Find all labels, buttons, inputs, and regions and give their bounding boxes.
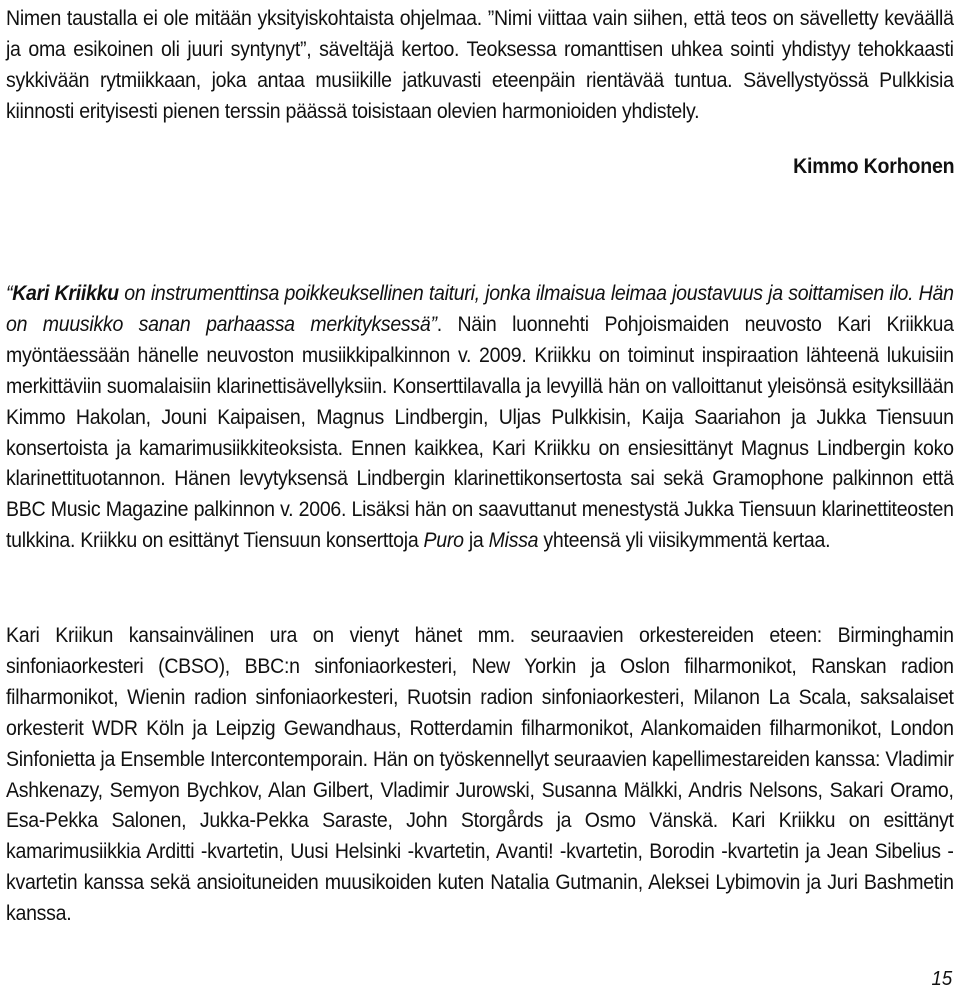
intro-paragraph: Nimen taustalla ei ole mitään yksityiskohtaista ohjelmaa. ”Nimi viittaa vain siihen, että teos on sävelletty keväällä ja oma esikoinen oli juuri syntynyt”, säveltäjä kertoo. Teoksessa romanttisen uhkea sointi yhdistyy tehokkaasti sykkivään rytmiikkaan, joka antaa musiikille jatkuvasti eteenpäin rientävää tuntua. Sävellystyössä Pulkkisia kiinnosti erityisesti pienen terssin päässä toisistaan olevien harmonioiden yhdistely. [6,7,954,123]
quote-open-mark: “ [6,282,13,305]
performer-name: Kari Kriikku [12,282,119,305]
document-page [6,0,954,997]
council-quote: on instrumenttinsa poikkeuksellinen taituri, jonka ilmaisua leimaa joustavuus ja soittamisen ilo. Hän on muusikko sanan parhaassa merkityksessä [6,282,954,336]
author-signature: Kimmo Korhonen [792,155,954,178]
work-title-missa: Missa [488,529,539,553]
career-paragraph: Kari Kriikun kansainvälinen ura on vienyt hänet mm. seuraavien orkestereiden eteen: Birminghamin sinfoniaorkesteri (CBSO), BBC:n sinfoniaorkesteri, New Yorkin ja Oslon filharmonikot, Ranskan radion filharmonikot, Wienin radion sinfoniaorkesteri, Ruotsin radion sinfoniaorkesteri, Milanon La Scala, saksalaiset orkesterit WDR Köln ja Leipzig Gewandhaus, Rotterdamin filharmonikot, Alankomaiden filharmonikot, London Sinfonietta ja Ensemble Intercontemporain. Hän on työskennellyt seuraavien kapellimestareiden kanssa: Vladimir Ashkenazy, Semyon Bychkov, Alan Gilbert, Vladimir Jurowski, Susanna Mälkki, Andris Nelsons, Sakari Oramo, Esa-Pekka Salonen, Jukka-Pekka Saraste, John Storgårds ja Osmo Vänskä. Kari Kriikku on esittänyt kamarimusiikkia Arditti -kvartetin, Uusi Helsinki -kvartetin, Avanti! -kvartetin, Borodin -kvartetin ja Jean Sibelius -kvartetin kanssa sekä ansioituneiden muusikoiden kuten Natalia Gutmanin, Aleksei Lybimovin ja Juri Bashmetin kanssa. [6,624,954,926]
biography-text-1: . Näin luonnehti Pohjoismaiden neuvosto Kari Kriikkua myöntäessään hänelle neuvoston musiikkipalkinnon v. 2009. Kriikku on toiminut inspiraation lähteenä lukuisiin merkittäviin suomalaisiin klarinettisävellyksiin. Konserttilavalla ja levyillä hän on valloittanut yleisönsä esityksillään Kimmo Hakolan, Jouni Kaipaisen, Magnus Lindbergin, Uljas Pulkkisin, Kaija Saariahon ja Jukka Tiensuun konsertoista ja kamarimusiikkiteoksista. Ennen kaikkea, Kari Kriikku on ensiesittänyt Magnus Lindbergin koko klarinettituotannon. Hänen levytyksensä Lindbergin klarinettikonsertosta sai sekä Gramophone palkinnon että BBC Music Magazine palkinnon v. 2006. Lisäksi hän on saavuttanut menestystä Jukka Tiensuun klarinettiteosten tulkkina. Kriikku on esittänyt Tiensuun konserttoja [6,312,954,553]
biography-paragraph [6,279,954,557]
biography-text-2: ja [463,529,489,553]
biography-text-3: yhteensä yli viisikymmentä kertaa. [538,529,831,553]
quote-close-mark: ” [430,312,437,336]
page-number: 15 [931,968,952,990]
work-title-puro: Puro [423,529,464,553]
